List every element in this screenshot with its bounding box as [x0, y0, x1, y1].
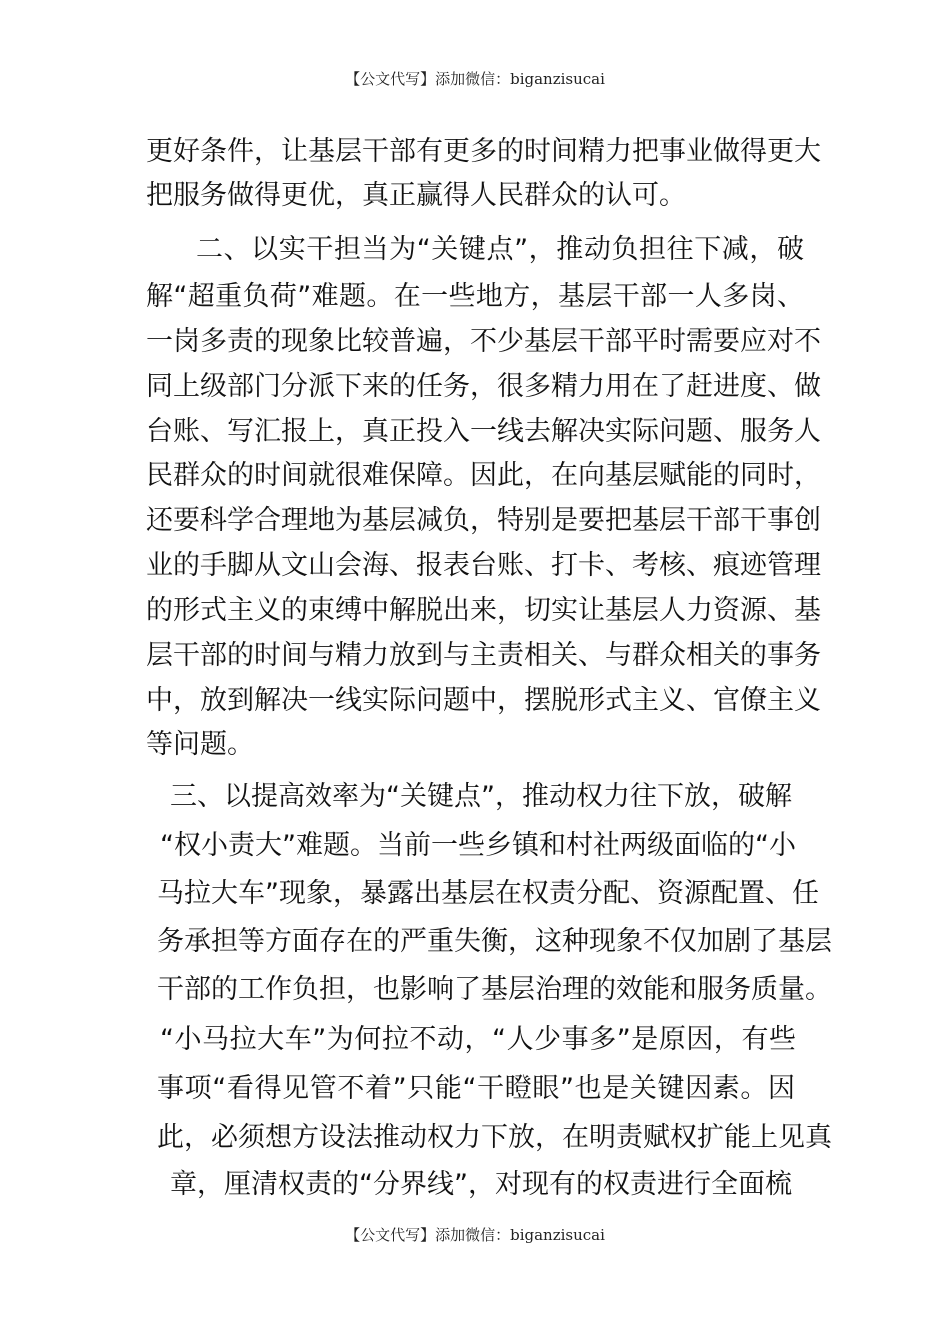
text-line: 章，厘清权责的“分界线”，对现有的权责进行全面梳 — [170, 1169, 792, 1200]
text-line: 一岗多责的现象比较普遍，不少基层干部平时需要应对不 — [146, 326, 821, 357]
text-line: 的形式主义的束缚中解脱出来，切实让基层人力资源、基 — [146, 595, 821, 626]
text-line: 三、以提高效率为“关键点”，推动权力往下放，破解 — [170, 781, 792, 812]
text-line: 还要科学合理地为基层减负，特别是要把基层干部干事创 — [146, 505, 821, 536]
text-line: “权小责大”难题。当前一些乡镇和村社两级面临的“小 — [160, 830, 796, 861]
text-line: 马拉大车”现象，暴露出基层在权责分配、资源配置、任 — [157, 878, 819, 909]
page-header: 【公文代写】添加微信：biganzisucai — [345, 70, 605, 88]
text-line: 解“超重负荷”难题。在一些地方，基层干部一人多岗、 — [146, 281, 804, 312]
text-line: 事项“看得见管不着”只能“干瞪眼”也是关键因素。因 — [157, 1073, 795, 1104]
text-line: 台账、写汇报上，真正投入一线去解决实际问题、服务人 — [146, 416, 821, 447]
text-line: 同上级部门分派下来的任务，很多精力用在了赶进度、做 — [146, 371, 821, 402]
text-line: 更好条件，让基层干部有更多的时间精力把事业做得更大 — [146, 136, 821, 167]
text-line: 层干部的时间与精力放到与主责相关、与群众相关的事务 — [146, 640, 821, 671]
text-line: 干部的工作负担，也影响了基层治理的效能和服务质量。 — [157, 974, 832, 1005]
text-line: 务承担等方面存在的严重失衡，这种现象不仅加剧了基层 — [157, 926, 832, 957]
text-line: 二、以实干担当为“关键点”，推动负担往下减，破 — [196, 234, 804, 265]
text-line: 把服务做得更优，真正赢得人民群众的认可。 — [146, 180, 686, 211]
page-footer: 【公文代写】添加微信：biganzisucai — [345, 1226, 605, 1244]
text-line: 业的手脚从文山会海、报表台账、打卡、考核、痕迹管理 — [146, 550, 821, 581]
text-line: “小马拉大车”为何拉不动，“人少事多”是原因，有些 — [160, 1024, 796, 1055]
text-line: 中，放到解决一线实际问题中，摆脱形式主义、官僚主义 — [146, 685, 821, 716]
text-line: 民群众的时间就很难保障。因此，在向基层赋能的同时， — [146, 460, 821, 491]
text-line: 此，必须想方设法推动权力下放，在明责赋权扩能上见真 — [157, 1122, 832, 1153]
text-line: 等问题。 — [146, 729, 254, 760]
